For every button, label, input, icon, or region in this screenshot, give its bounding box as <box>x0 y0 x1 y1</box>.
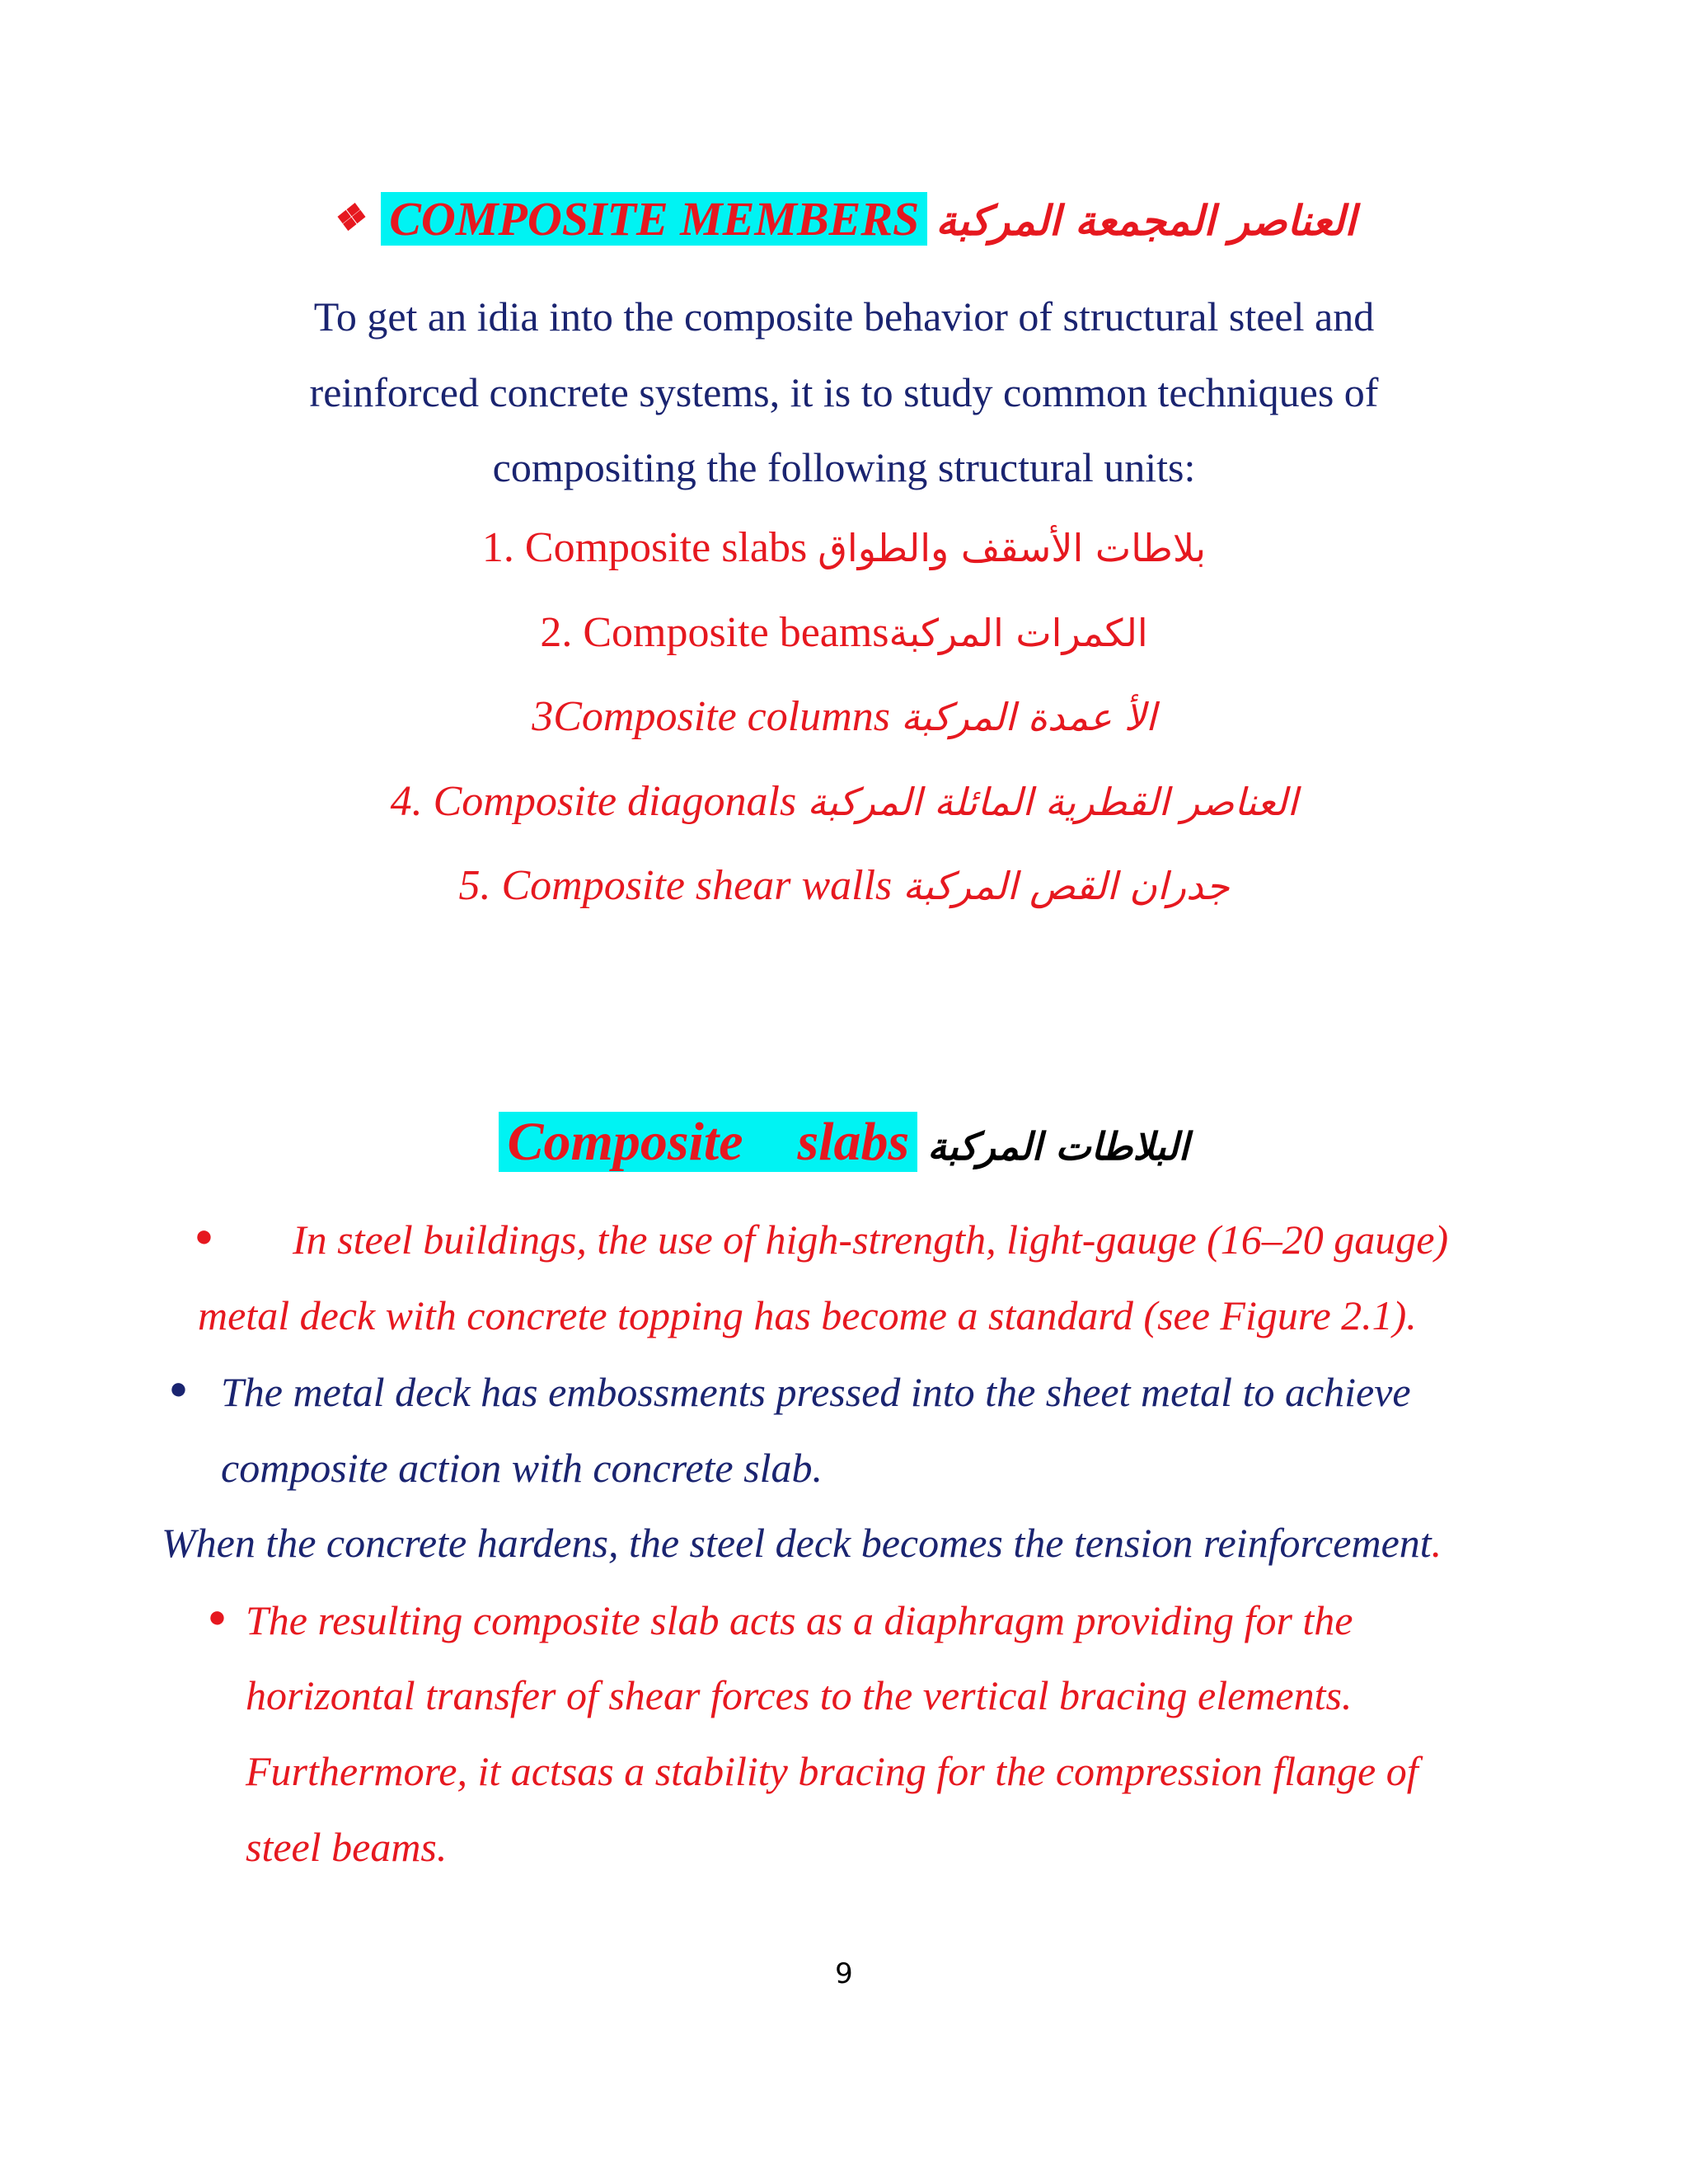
body-line: The resulting composite slab acts as a diaphragm providing for the <box>246 1597 1353 1643</box>
section-heading-composite-members <box>0 191 1688 246</box>
body-line-period: . <box>1431 1520 1442 1566</box>
list-item <box>0 861 1688 910</box>
list-item-arabic: الأ عمدة المركبة <box>901 695 1156 739</box>
list-item-english: 3Composite columns <box>532 693 901 740</box>
list-item-arabic: الكمرات المركبة <box>889 611 1148 655</box>
diamond-bullet-icon: ❖ <box>331 198 365 238</box>
heading-english: COMPOSITE MEMBERS <box>381 192 927 246</box>
list-item <box>0 777 1688 826</box>
body-line: metal deck with concrete topping has become a standard (see Figure 2.1). <box>198 1292 1417 1338</box>
list-item-arabic: جدران القص المركبة <box>903 864 1230 908</box>
bullet-icon: ● <box>208 1600 227 1634</box>
list-item <box>0 523 1688 572</box>
section-heading-composite-slabs <box>0 1111 1688 1174</box>
heading-arabic: العناصر المجمعة المركبة <box>935 197 1357 245</box>
list-item-english: 4. Composite diagonals <box>390 778 808 825</box>
body-line: steel beams. <box>246 1824 448 1870</box>
list-item-english: 5. Composite shear walls <box>458 862 903 909</box>
body-line: horizontal transfer of shear forces to the vertical bracing elements. <box>246 1672 1353 1718</box>
intro-line-2: reinforced concrete systems, it is to study common techniques of <box>309 369 1379 415</box>
page-number: 9 <box>835 1957 853 1990</box>
body-line-text: When the concrete hardens, the steel deck becomes the tension reinforcement <box>162 1520 1432 1566</box>
list-item-arabic: بلاطات الأسقف والطواق <box>818 526 1207 570</box>
body-line: composite action with concrete slab. <box>221 1445 823 1491</box>
intro-line-3: compositing the following structural units: <box>492 444 1196 490</box>
body-line <box>162 1519 1442 1567</box>
list-item <box>0 692 1688 741</box>
body-line: The metal deck has embossments pressed into the sheet metal to achieve <box>221 1369 1411 1415</box>
body-line: In steel buildings, the use of high-strength, light-gauge (16–20 gauge) <box>293 1216 1449 1263</box>
heading-english: Composite slabs <box>499 1112 917 1172</box>
heading-arabic: البلاطات المركبة <box>927 1124 1189 1169</box>
list-item <box>0 608 1688 657</box>
bullet-icon: ● <box>195 1219 213 1254</box>
list-item-english: 2. Composite beams <box>540 609 889 656</box>
body-line: Furthermore, it actsas a stability bracing for the compression flange of <box>246 1748 1418 1794</box>
list-item-english: 1. Composite slabs <box>481 524 818 571</box>
intro-line-1: To get an idia into the composite behavior of structural steel and <box>313 293 1375 340</box>
list-item-arabic: العناصر القطرية المائلة المركبة <box>807 780 1298 824</box>
bullet-icon: ● <box>169 1371 188 1406</box>
